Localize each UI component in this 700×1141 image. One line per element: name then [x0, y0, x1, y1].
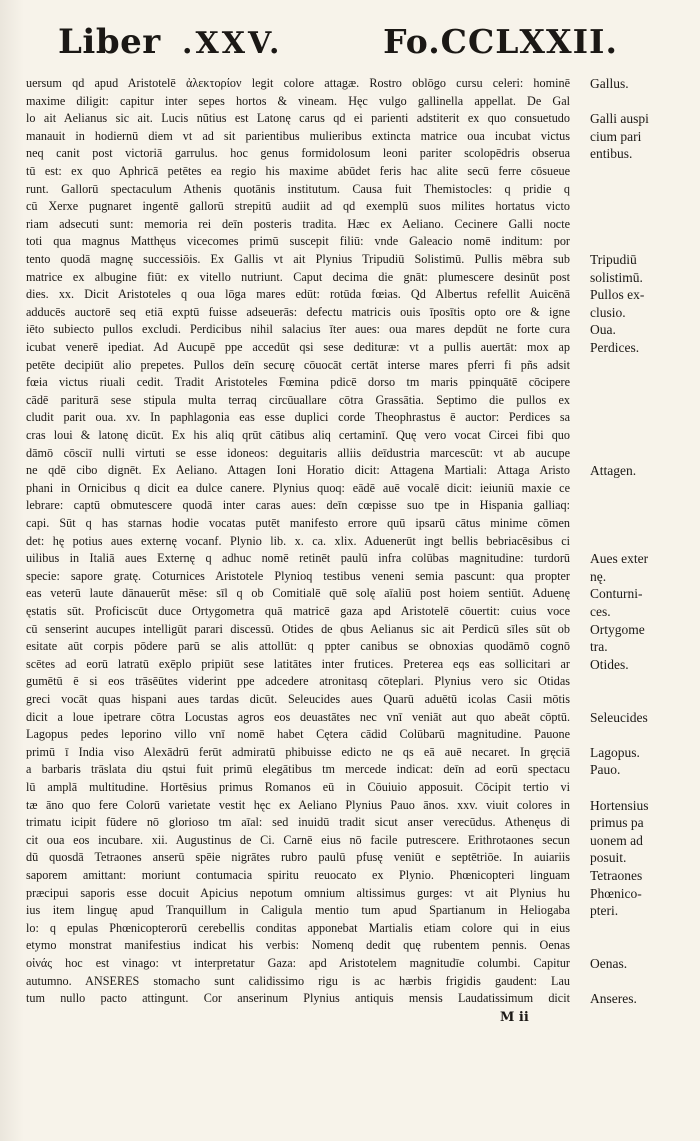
text-line: cādē pariturā sese stipula multa terraq circūuallare cōtra Grassātia. Septimo die pullos ex [26, 392, 570, 407]
text-line: Lagopus pedes leporino villo vnī nomē habet Cętera cādid Colūbarū magnitudine. Pauone [26, 727, 570, 742]
marginal-note: Otides. [590, 656, 629, 672]
text-line: a barbaris trāslata diu qstui fuit primū elegātibus tm mercede indicat: deīn ad eorū spectacu [26, 762, 570, 777]
text-line: dies. xx. Dicit Aristoteles q oua lōga mares edūt: rotūda fœias. Qd Albertus refellit Auicēnā [26, 287, 570, 302]
header-liber: Liber [58, 22, 161, 62]
text-line: icubat venerē ipediat. Ad Aucupē ppe accedūt qsi sese dedituræ: vt a pullis auertāt: mox ap [26, 340, 570, 354]
text-line: cū senserint aucupes intelligūt parari discessū. Otides de qbus Aelianus sic ait Perdicū sīles sūt ob [26, 621, 570, 636]
text-line: specie: sapore gratę. Coturnices Aristotele Plynioq testibus veneni semia pascunt: qua propter [26, 568, 570, 583]
text-line: ius item linguę apud Tranquillum in Caligula mentio tum apud Spartianum in Heliogaba [26, 903, 570, 918]
marginal-note: Phœnico- [590, 885, 642, 901]
text-line: tum nullo pacto attingunt. Cor anserinum Plynius antiquis mensis Laudatissimum dicit [26, 991, 570, 1006]
text-line: greci vocāt quas hispani aues tardas dicūt. Seleucides aues Quarū aduētū icolas Casii mōtis [26, 692, 570, 706]
text-line: det: hę potius aues externę vocanf. Plynio lib. x. ca. xlix. Aduenerūt ingt bellis bebriacēsibus ci [26, 533, 570, 548]
text-line: adducēs auctorē seq etiā exptū fuisse adseuerās: defectu matricis ouis īposītis opto ore & igne [26, 304, 570, 319]
marginal-note: pteri. [590, 903, 619, 919]
text-line: trimatu icipit fūdere nō glorioso tm aīal: sed inuidū tradit sicut anser verecūdus. Athenęus di [26, 815, 570, 830]
text-line: scētes ad eorū latratū exēplo pripiūt sese latitātes inter frutices. Preterea eqs eas sollicitari ar [26, 656, 570, 671]
marginal-note: Seleucides [590, 709, 648, 725]
text-line: præcipui saporis esse docuit Apicius nepotum omnium altissimus gurges: vt ait Plynius hu [26, 885, 570, 900]
text-line: tento quodā magnę successiōis. Ex Gallis vt ait Plynius Tripudiū Solistimū. Pullis mēbra sub [26, 252, 570, 266]
main-text-column [26, 74, 570, 1009]
text-line: etymo monstrat manifestius indicat his verbis: Nomenq dedit quę rubentem pennis. Oenas [26, 938, 570, 953]
text-line: capi. Sūt q has starnas hodie vocatas putēt manifesto errore quū ipsarū cātus minime cōmen [26, 516, 570, 530]
marginal-note: clusio. [590, 304, 626, 320]
text-line: primū ī India viso Alexādrū ferūt admiratū phibuisse edicto ne qs eā auē necaret. In gręciā [26, 744, 570, 759]
marginal-note: uonem ad [590, 832, 643, 848]
marginal-note: Oua. [590, 322, 616, 338]
text-line: manauit in hodiernū diem vt ad sit parientibus mulieribus extincta matrice oua incubat victus [26, 128, 570, 143]
marginal-note: Oenas. [590, 956, 628, 971]
text-line: tū est: ex quo Aphricā petētes ea regio his maxime abūdet feris hac alite secū ferre cōsueue [26, 164, 570, 178]
page-gutter-shadow [0, 0, 24, 1141]
marginal-note: tra. [590, 639, 608, 655]
running-header [58, 22, 618, 74]
text-line: fœia victus riuali cedit. Tradit Aristoteles Fœmina pdicē dorso tm maris ppinquātē cōcipere [26, 375, 570, 390]
marginal-note: Pauo. [590, 762, 621, 778]
marginal-note: Lagopus. [590, 744, 640, 760]
text-line: uersum qd apud Aristotelē ἀλεκτορίον legit colore attagæ. Rostro oblōgo cursu celeri: hominē [26, 76, 570, 90]
text-line: saporem amittant: moriunt contumacia spiritu reuocato ex Plynio. Phœnicopteri linguam [26, 868, 570, 882]
text-line: esitate aūt corpis pōdere parū se alis attollūt: q ppter canibus se obnoxias quodāmō cognō [26, 639, 570, 654]
marginal-note: cium pari [590, 128, 642, 144]
text-line: eas veterū laute dānauerūt mēse: sīl q ob Comitialē quē solę aīaliū post hoiem sentiūt. Aduenę [26, 586, 570, 601]
marginal-note: Pullos ex- [590, 287, 645, 303]
text-line: petēte decipiūt alio prepetes. Pullos deīn securę cōuocāt certāt interse mares pferri fi pñs adsit [26, 357, 570, 372]
header-folio-number: Fo.CCLXXII. [383, 22, 618, 61]
text-line: dū quosdā Tetraones anserū spēie nigrātes rubro paulū pfusę veniūt e septētriōe. In auiariis [26, 850, 570, 865]
marginal-note: Anseres. [590, 991, 637, 1007]
marginal-note: Galli auspi [590, 111, 649, 127]
text-line: riam adsecuti sunt: memoria rei deīn posteris tradita. Hæc ex Aeliano. Cecinere Galli nocte [26, 216, 570, 231]
marginal-note: entibus. [590, 146, 633, 162]
marginal-note: Attagen. [590, 463, 637, 479]
text-line: matrice ex albugine fiūt: ex vitello nutriunt. Caput decima die gnāt: plumescere desinūt post [26, 269, 570, 284]
text-line: phani in Ornicibus q dicit ea dulce canere. Plynius quoq: eādē auē vocalē dicit: ieiuniū maxie ce [26, 480, 570, 495]
marginal-note: Ortygome [590, 621, 645, 637]
marginal-note: primus pa [590, 815, 644, 831]
text-line: neq canit post victoriā garrulus. hoc genus formidolosum leoni pariter scolopēdris obserua [26, 146, 570, 161]
marginal-note: Aues exter [590, 551, 649, 567]
text-line: uilibus in Italiā aues Externę q adhuc nomē retinēt paulū infra colūbas magnitudine: turdorū [26, 551, 570, 566]
text-line: dāmō cōsciī nulli virtuti se esse idoneos: deguitaris alliis deīdustria marcescūt: vt ab aucupe [26, 445, 570, 460]
text-line: toti qua magnus Matthęus vicecomes primū suscepit filiū: vnde Galeacio nomē inditum: por [26, 234, 570, 249]
marginal-note: Hortensius [590, 797, 649, 813]
text-line: ęstatis sūt. Proficiscūt duce Ortygometra quā matricē gaza apd Aristotelē cōuertit: cuius voce [26, 604, 570, 618]
text-line: lo ait Aelianus sic ait. Lucis nūtius est Latonę carus qd ei parienti adstiterit ex quo consuetudo [26, 111, 570, 126]
text-line: maxime diligit: capitur inter sepes hortos & vineam. Hęc vulgo gallinella appellat. De Gal [26, 93, 570, 108]
text-line: cū Xerxe pugnaret ingentē gallorū strepitū audiit ad qd exemplū suos milites hortatus victo [26, 199, 570, 214]
text-line: tæ āno quo fere Colorū varietate vestit hęc ex Aeliano Plynius Pauo ānos. xxv. viuit colores in [26, 797, 570, 812]
header-book-number: .XXV. [182, 26, 283, 61]
text-line: cit oua eos incubare. xii. Augustinus de Ci. Carnē eius nō facile putrescere. Erithrotaones secun [26, 832, 570, 847]
text-line: dicit a loue ipetrare cōtra Locustas agros eos deuastātes nec vnī veniāt aut quo abeāt cōptū. [26, 709, 570, 724]
signature-mark: M ii [500, 1010, 529, 1025]
marginal-note: nę. [590, 568, 607, 584]
text-line: lo: q epulas Phœnicopterorū cerebellis conditas apponebat Martialis etiam colore qui in eius [26, 920, 570, 935]
text-line: runt. Gallorū spectaculum Athenis quotānis institutum. Causa fuit Themistocles: q pridie q [26, 181, 570, 196]
text-line: gumētū ē si eos trāsēūtes viderint ppe adcedere atronitasq cōteplari. Plynius vero sic Otidas [26, 674, 570, 689]
text-line: cludit parit oua. xv. In paphlagonia eas esse duplici corde Theophrastus ē auctor: Perdices sa [26, 410, 570, 425]
marginal-note: posuit. [590, 850, 627, 866]
text-line: cras loui & latonę dicūt. Ex his aliq qrūt cātibus aliq certaminī. Quę vero vocat Circei fibi quo [26, 428, 570, 442]
marginal-note: Perdices. [590, 340, 640, 355]
text-line: οἰνάς hoc est vinago: vt interpretatur Gaza: apd Aristotelem magnitudīe columbi. Capitur [26, 956, 570, 970]
text-line: lū amplā multitudine. Hortēsius primus Romanos eū in Cōuiuio apposuit. Cōcipit tertio vi [26, 780, 570, 794]
marginal-note: ces. [590, 604, 611, 619]
text-line: autumno. ANSERES stomacho sunt calidissimo rigu is ac hærbis frigidis gaudent: Lau [26, 973, 570, 988]
marginal-note: solistimū. [590, 269, 643, 285]
text-line: iēto subiecto pullos excludi. Perdicibus nihil salacius īter aues: oua mares depdūt ne forte cura [26, 322, 570, 337]
text-line: lebrare: captū obmutescere quodā inter caras aues: deīn cœpisse suo tpe in Hispania galliaq: [26, 498, 570, 513]
marginal-note: Gallus. [590, 76, 629, 91]
text-line: ne qdē cibo dignēt. Ex Aeliano. Attagen Ioni Horatio dicit: Attagena Martiali: Attaga Aristo [26, 463, 570, 478]
marginal-note: Tripudiū [590, 252, 637, 267]
marginal-note: Tetraones [590, 868, 643, 883]
marginal-note: Conturni- [590, 586, 643, 602]
